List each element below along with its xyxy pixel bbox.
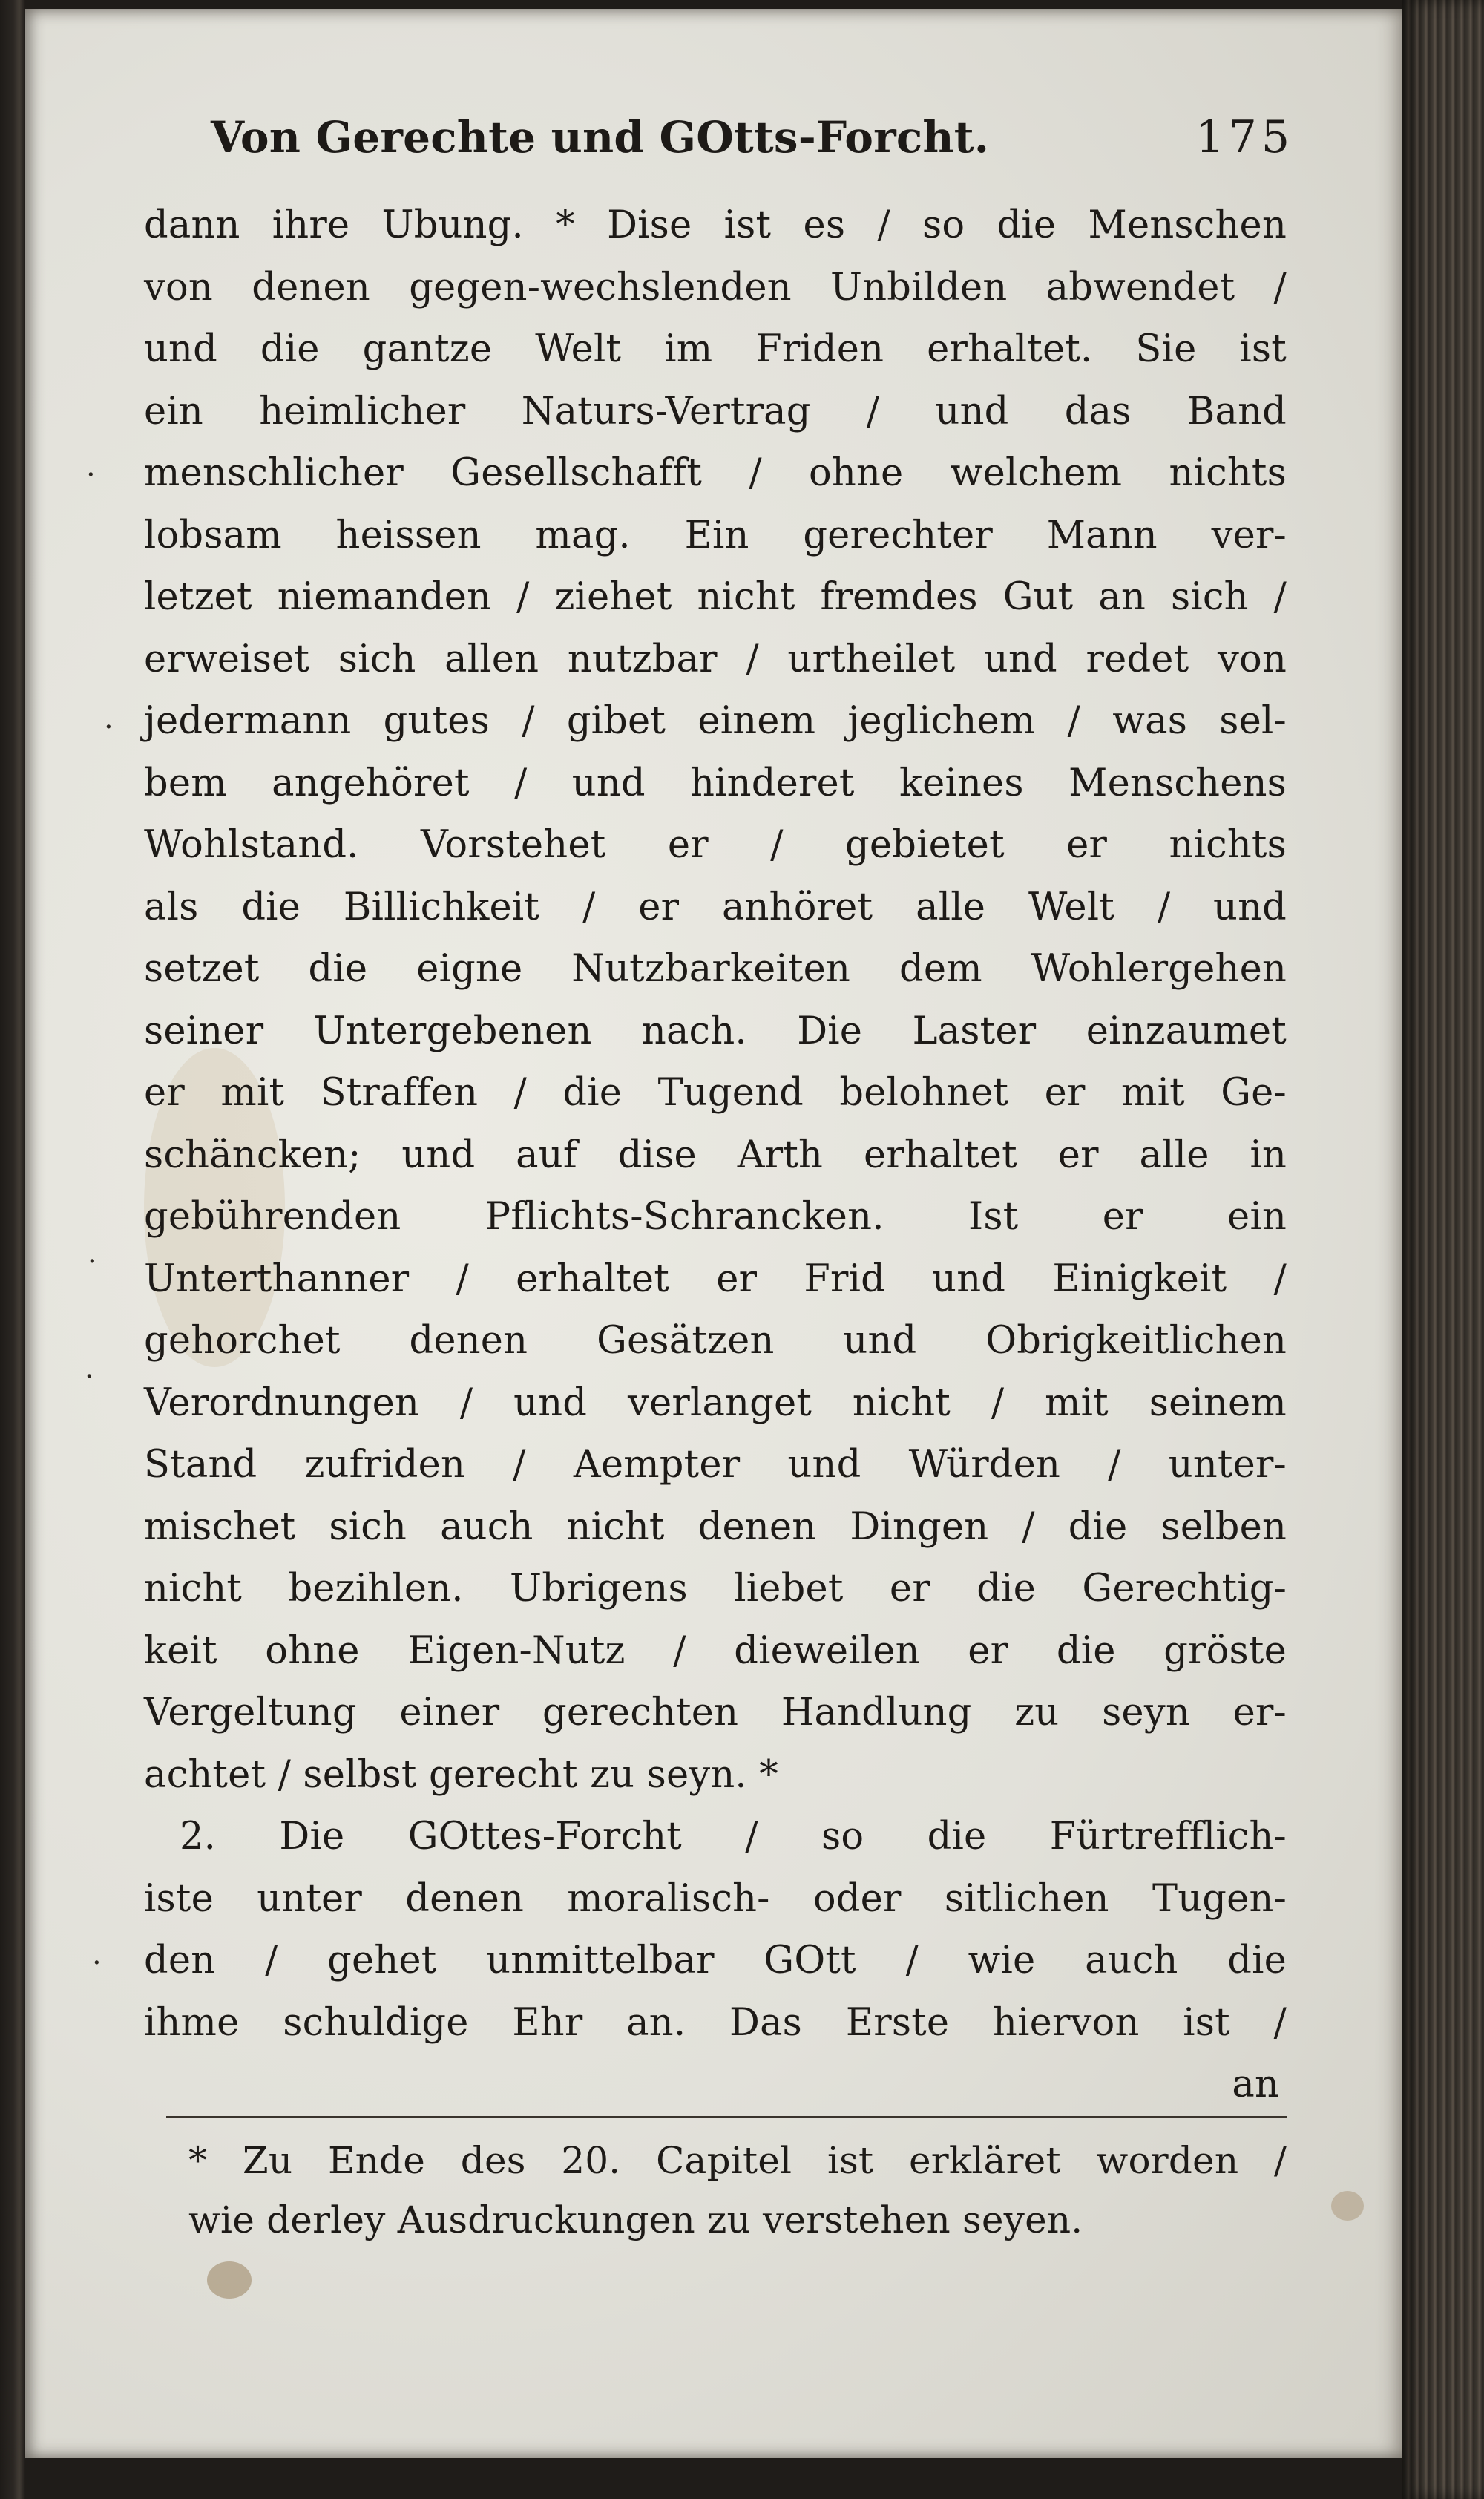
text-line: Wohlstand. Vorstehet er / gebietet er nichts xyxy=(144,823,1287,867)
text-line: und die gantze Welt im Friden erhaltet. Sie ist xyxy=(144,327,1287,371)
running-title: Von Gerechte und GOtts-Forcht. xyxy=(211,112,990,163)
text-line: Vergeltung einer gerechten Handlung zu seyn er- xyxy=(144,1691,1287,1735)
text-line: iste unter denen moralisch- oder sitlichen Tugen- xyxy=(144,1876,1287,1921)
text-line: Stand zufriden / Aempter und Würden / unter- xyxy=(144,1443,1287,1487)
margin-speck: · xyxy=(104,710,114,744)
text-line: nicht bezihlen. Ubrigens liebet er die Gerechtig- xyxy=(144,1567,1287,1611)
text-line: als die Billichkeit / er anhöret alle Welt / und xyxy=(144,885,1287,929)
text-line: den / gehet unmittelbar GOtt / wie auch die xyxy=(144,1939,1287,1982)
paper-stain xyxy=(207,2261,252,2299)
body-text xyxy=(144,194,1287,2116)
text-line: ein heimlicher Naturs-Vertrag / und das Band xyxy=(144,389,1287,433)
paper-stain xyxy=(1331,2191,1364,2221)
page-edges xyxy=(1402,0,1484,2499)
margin-speck: · xyxy=(92,1946,102,1980)
footnote-rule xyxy=(166,2116,1287,2118)
catchword: an xyxy=(1232,2063,1279,2106)
page-number: 175 xyxy=(1195,111,1294,163)
margin-speck: · xyxy=(88,1245,97,1279)
footnote-line: * Zu Ende des 20. Capitel ist erkläret worden / xyxy=(188,2138,1287,2182)
text-line: von denen gegen-wechslenden Unbilden abwendet / xyxy=(144,265,1287,309)
text-line: lobsam heissen mag. Ein gerechter Mann ver- xyxy=(144,513,1287,557)
text-line: menschlicher Gesellschafft / ohne welchem nichts xyxy=(144,451,1287,495)
text-line: jedermann gutes / gibet einem jeglichem / was sel- xyxy=(144,699,1287,743)
text-block xyxy=(144,111,1294,2250)
text-line: dann ihre Ubung. * Dise ist es / so die Menschen xyxy=(144,203,1287,247)
running-header xyxy=(144,111,1294,194)
text-line: mischet sich auch nicht denen Dingen / die selben xyxy=(144,1504,1287,1549)
text-line: keit ohne Eigen-Nutz / dieweilen er die gröste xyxy=(144,1628,1287,1673)
footnote xyxy=(144,2131,1287,2250)
margin-speck: · xyxy=(85,1360,94,1394)
text-line: gehorchet denen Gesätzen und Obrigkeitlichen xyxy=(144,1319,1287,1363)
text-line: ihme schuldige Ehr an. Das Erste hiervon ist / xyxy=(144,2000,1287,2045)
text-line: 2. Die GOttes-Forcht / so die Fürtrefflich- xyxy=(180,1815,1287,1858)
text-line: bem angehöret / und hinderet keines Menschens xyxy=(144,761,1287,805)
text-line: gebührenden Pflichts-Schrancken. Ist er ein xyxy=(144,1195,1287,1239)
text-line: schäncken; und auf dise Arth erhaltet er alle in xyxy=(144,1133,1287,1177)
text-line: achtet / selbst gerecht zu seyn. * xyxy=(144,1752,778,1797)
footnote-line: wie derley Ausdruckungen zu verstehen seyen. xyxy=(188,2198,1083,2241)
text-line: letzet niemanden / ziehet nicht fremdes Gut an sich / xyxy=(144,575,1287,619)
text-line: seiner Untergebenen nach. Die Laster einzaumet xyxy=(144,1009,1287,1053)
text-line: Verordnungen / und verlanget nicht / mit seinem xyxy=(144,1380,1287,1425)
text-line: setzet die eigne Nutzbarkeiten dem Wohlergehen xyxy=(144,947,1287,991)
text-line: er mit Straffen / die Tugend belohnet er mit Ge- xyxy=(144,1071,1287,1115)
book-page xyxy=(25,9,1402,2458)
margin-speck: · xyxy=(86,458,96,492)
text-line: erweiset sich allen nutzbar / urtheilet und redet von xyxy=(144,637,1287,681)
text-line: Unterthanner / erhaltet er Frid und Einigkeit / xyxy=(144,1257,1287,1301)
